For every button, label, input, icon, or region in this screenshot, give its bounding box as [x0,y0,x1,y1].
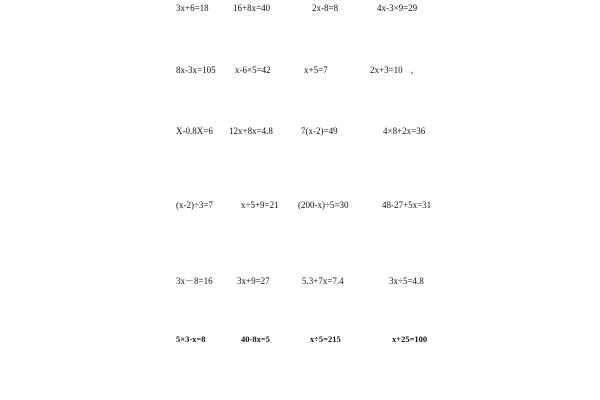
equation-r5-c4: 3x÷5=4.8 [389,276,424,286]
equation-r2-c4: 2x+3=10 [370,65,403,75]
equation-r6-c2: 40-8x=5 [241,334,270,344]
equation-r3-c1: X-0.8X=6 [176,126,213,136]
equation-r4-c3: (200-x)÷5=30 [298,200,349,210]
equation-r1-c3: 2x-8=8 [312,3,339,13]
equation-r6-c1: 5×3-x=8 [176,334,206,344]
stray-mark: 、 [410,65,420,75]
equation-r6-c4: x+25=100 [392,334,428,344]
equation-r2-c3: x+5=7 [304,65,328,75]
equation-r5-c2: 3x+9=27 [237,276,270,286]
equation-r4-c4: 48-27+5x=31 [382,200,432,210]
equation-r3-c3: 7(x-2)=49 [301,126,338,136]
equation-r3-c4: 4×8+2x=36 [383,126,426,136]
equation-r6-c3: x÷5=215 [310,334,341,344]
equation-r4-c1: (x-2)÷3=7 [176,200,214,210]
equation-r1-c2: 16+8x=40 [233,3,271,13]
equation-r5-c1: 3x－8=16 [176,276,213,286]
equation-r2-c2: x-6×5=42 [235,65,271,75]
equation-r3-c2: 12x+8x=4.8 [229,126,273,136]
equation-r1-c4: 4x-3×9=29 [377,3,418,13]
equation-r4-c2: x÷5+9=21 [241,200,279,210]
equation-r1-c1: 3x+6=18 [176,3,209,13]
equation-r2-c1: 8x-3x=105 [176,65,216,75]
equation-r5-c3: 5.3+7x=7.4 [302,276,344,286]
